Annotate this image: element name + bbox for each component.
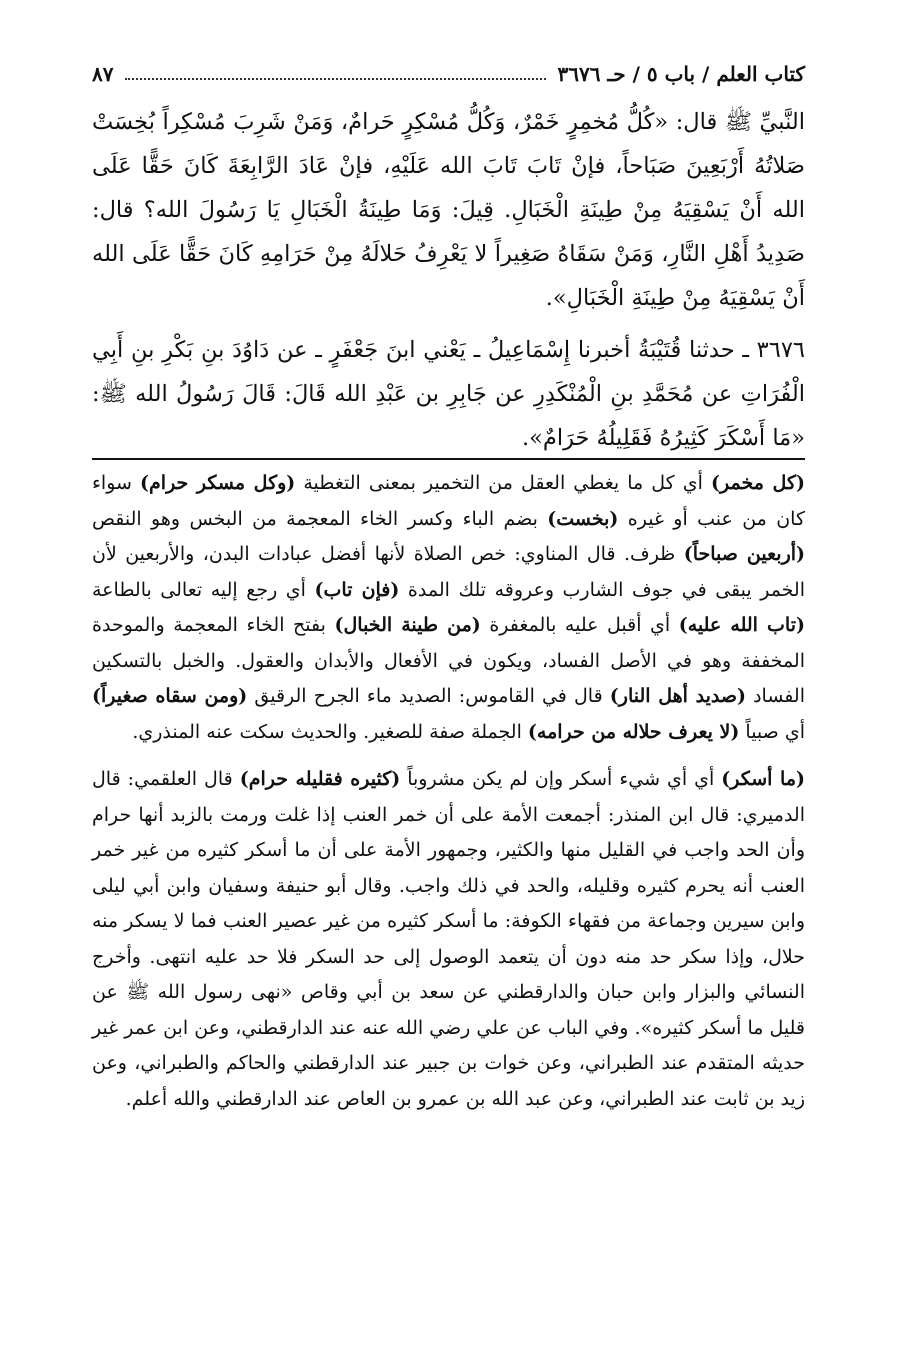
commentary-headword: (لا يعرف حلاله من حرامه) — [527, 720, 740, 743]
commentary-text: بضم الباء وكسر الخاء المعجمة من البخس وهو النقص — [92, 507, 548, 530]
commentary-headword: (تاب الله عليه) — [678, 614, 805, 636]
commentary-headword: (وكل مسكر حرام) — [140, 472, 296, 494]
commentary-paragraph-2 — [92, 762, 805, 1117]
commentary-headword: (صديد أهل النار) — [609, 685, 746, 707]
commentary-headword: (كل مخمر) — [711, 472, 805, 494]
commentary-text: أي أي شيء أسكر وإن لم يكن مشروباً — [400, 768, 722, 790]
commentary-headword: (كثيره فقليله حرام) — [239, 768, 401, 790]
hadith-continuation: النَّبيِّ ﷺ قال: «كُلُّ مُخمِرٍ خَمْرٌ، وَكُلُّ مُسْكِرٍ حَرامٌ، وَمَنْ شَرِبَ مُسْكِراً بُخِسَتْ صَلاتُهُ أَرْبَعِينَ صَبَاحاً، فإنْ تَابَ تَابَ الله عَلَيْهِ، فإنْ عَادَ الرَّابِعَةَ كَانَ حَقًّا عَلَى الله أَنْ يَسْقِيَهُ مِنْ طِينَةِ الْخَبَالِ. قِيلَ: وَمَا طِينَةُ الْخَبَالِ يَا رَسُولَ الله؟ قال: صَدِيدُ أَهْلِ النَّارِ، وَمَنْ سَقَاهُ صَغِيراً لا يَعْرِفُ حَلالَهُ مِنْ حَرَامِهِ كَانَ حَقًّا عَلَى الله أَنْ يَسْقِيَهُ مِنْ طِينَةِ الْخَبَالِ». — [92, 109, 805, 311]
commentary-headword: (أربعين صباحاً) — [683, 543, 806, 565]
running-header — [92, 52, 805, 86]
commentary-text: أي كل ما يغطي العقل من التخمير بمعنى التغطية — [295, 472, 712, 494]
commentary-headword: (ما أسكر) — [721, 768, 805, 790]
commentary-text: أي صبياً — [739, 720, 805, 743]
commentary-paragraph-1 — [92, 466, 805, 750]
commentary-text: أي أقبل عليه بالمغفرة — [480, 614, 679, 636]
header-title: كتاب العلم / باب ٥ / حـ ٣٦٧٦ — [557, 62, 805, 86]
hadith-text-block — [92, 100, 805, 468]
commentary-headword: (بخست) — [547, 507, 619, 530]
commentary-block — [92, 466, 805, 1129]
commentary-text: ظرف. قال المناوي: خص الصلاة لأنها أفضل عبادات البدن، والأربعين لأن الخمر يبقى في جوف الشارب وعروقه تلك المدة — [92, 543, 806, 601]
commentary-text: سواء كان من عنب أو غيره — [92, 472, 805, 530]
section-divider — [92, 458, 805, 460]
commentary-text: أي رجع إليه تعالى بالطاعة — [92, 578, 315, 601]
commentary-text: الجملة صفة للصغير. والحديث سكت عنه المنذري. — [132, 720, 528, 743]
commentary-text: قال في القاموس: الصديد ماء الجرح الرقيق — [247, 685, 610, 707]
commentary-text: بفتح الخاء المعجمة والموحدة المخففة وهو في الأصل الفساد، ويكون في الأفعال والأبدان والعقول. والخبل بالتسكين الفساد — [92, 614, 805, 707]
header-dotted-leader — [125, 78, 545, 80]
hadith-3676: ٣٦٧٦ ـ حدثنا قُتَيْبَةُ أخبرنا إِسْمَاعِيلُ ـ يَعْني ابنَ جَعْفَرٍ ـ عن دَاوُدَ بنِ بَكْرِ بنِ أَبِي الْفُرَاتِ عن مُحَمَّدِ بنِ الْمُنْكَدِرِ عن جَابِرِ بن عَبْدِ الله قَالَ: قَالَ رَسُولُ الله ﷺ: «مَا أَسْكَرَ كَثِيرُهُ فَقَلِيلُهُ حَرَامٌ». — [92, 337, 805, 451]
commentary-headword: (ومن سقاه صغيراً) — [92, 685, 248, 707]
commentary-headword: (من طينة الخبال) — [334, 614, 481, 636]
commentary-headword: (فإن تاب) — [314, 578, 400, 601]
page-number: ٨٧ — [92, 62, 114, 86]
commentary-text: قال العلقمي: قال الدميري: قال ابن المنذر: أجمعت الأمة على أن خمر العنب إذا غلت ورمت بالزبد أنها حرام وأن الحد واجب في القليل منها والكثير، وجمهور الأمة على أن ما أسكر كثيره من غير خمر العنب أنه يحرم كثيره وقليله، والحد في ذلك واجب. وقال أبو حنيفة وسفيان وابن أبي ليلى وابن سيرين وجماعة من فقهاء الكوفة: ما أسكر كثيره من غير عصير العنب فما لا يسكر منه حلال، وإذا سكر حد منه دون أن يتعمد الوصول إلى حد السكر فلا حد عليه انتهى. وأخرج النسائي والبزار وابن حبان والدارقطني عن سعد بن أبي وقاص «نهى رسول الله ﷺ عن قليل ما أسكر كثيره». وفي الباب عن علي رضي الله عنه عند الدارقطني، وعن ابن عمر غير حديثه المتقدم عند الطبراني، وعن خوات بن جبير عند الدارقطني والحاكم والطبراني، وعن زيد بن ثابت عند الطبراني، وعن عبد الله بن عمرو بن العاص عند الدارقطني والله أعلم. — [92, 768, 805, 1110]
